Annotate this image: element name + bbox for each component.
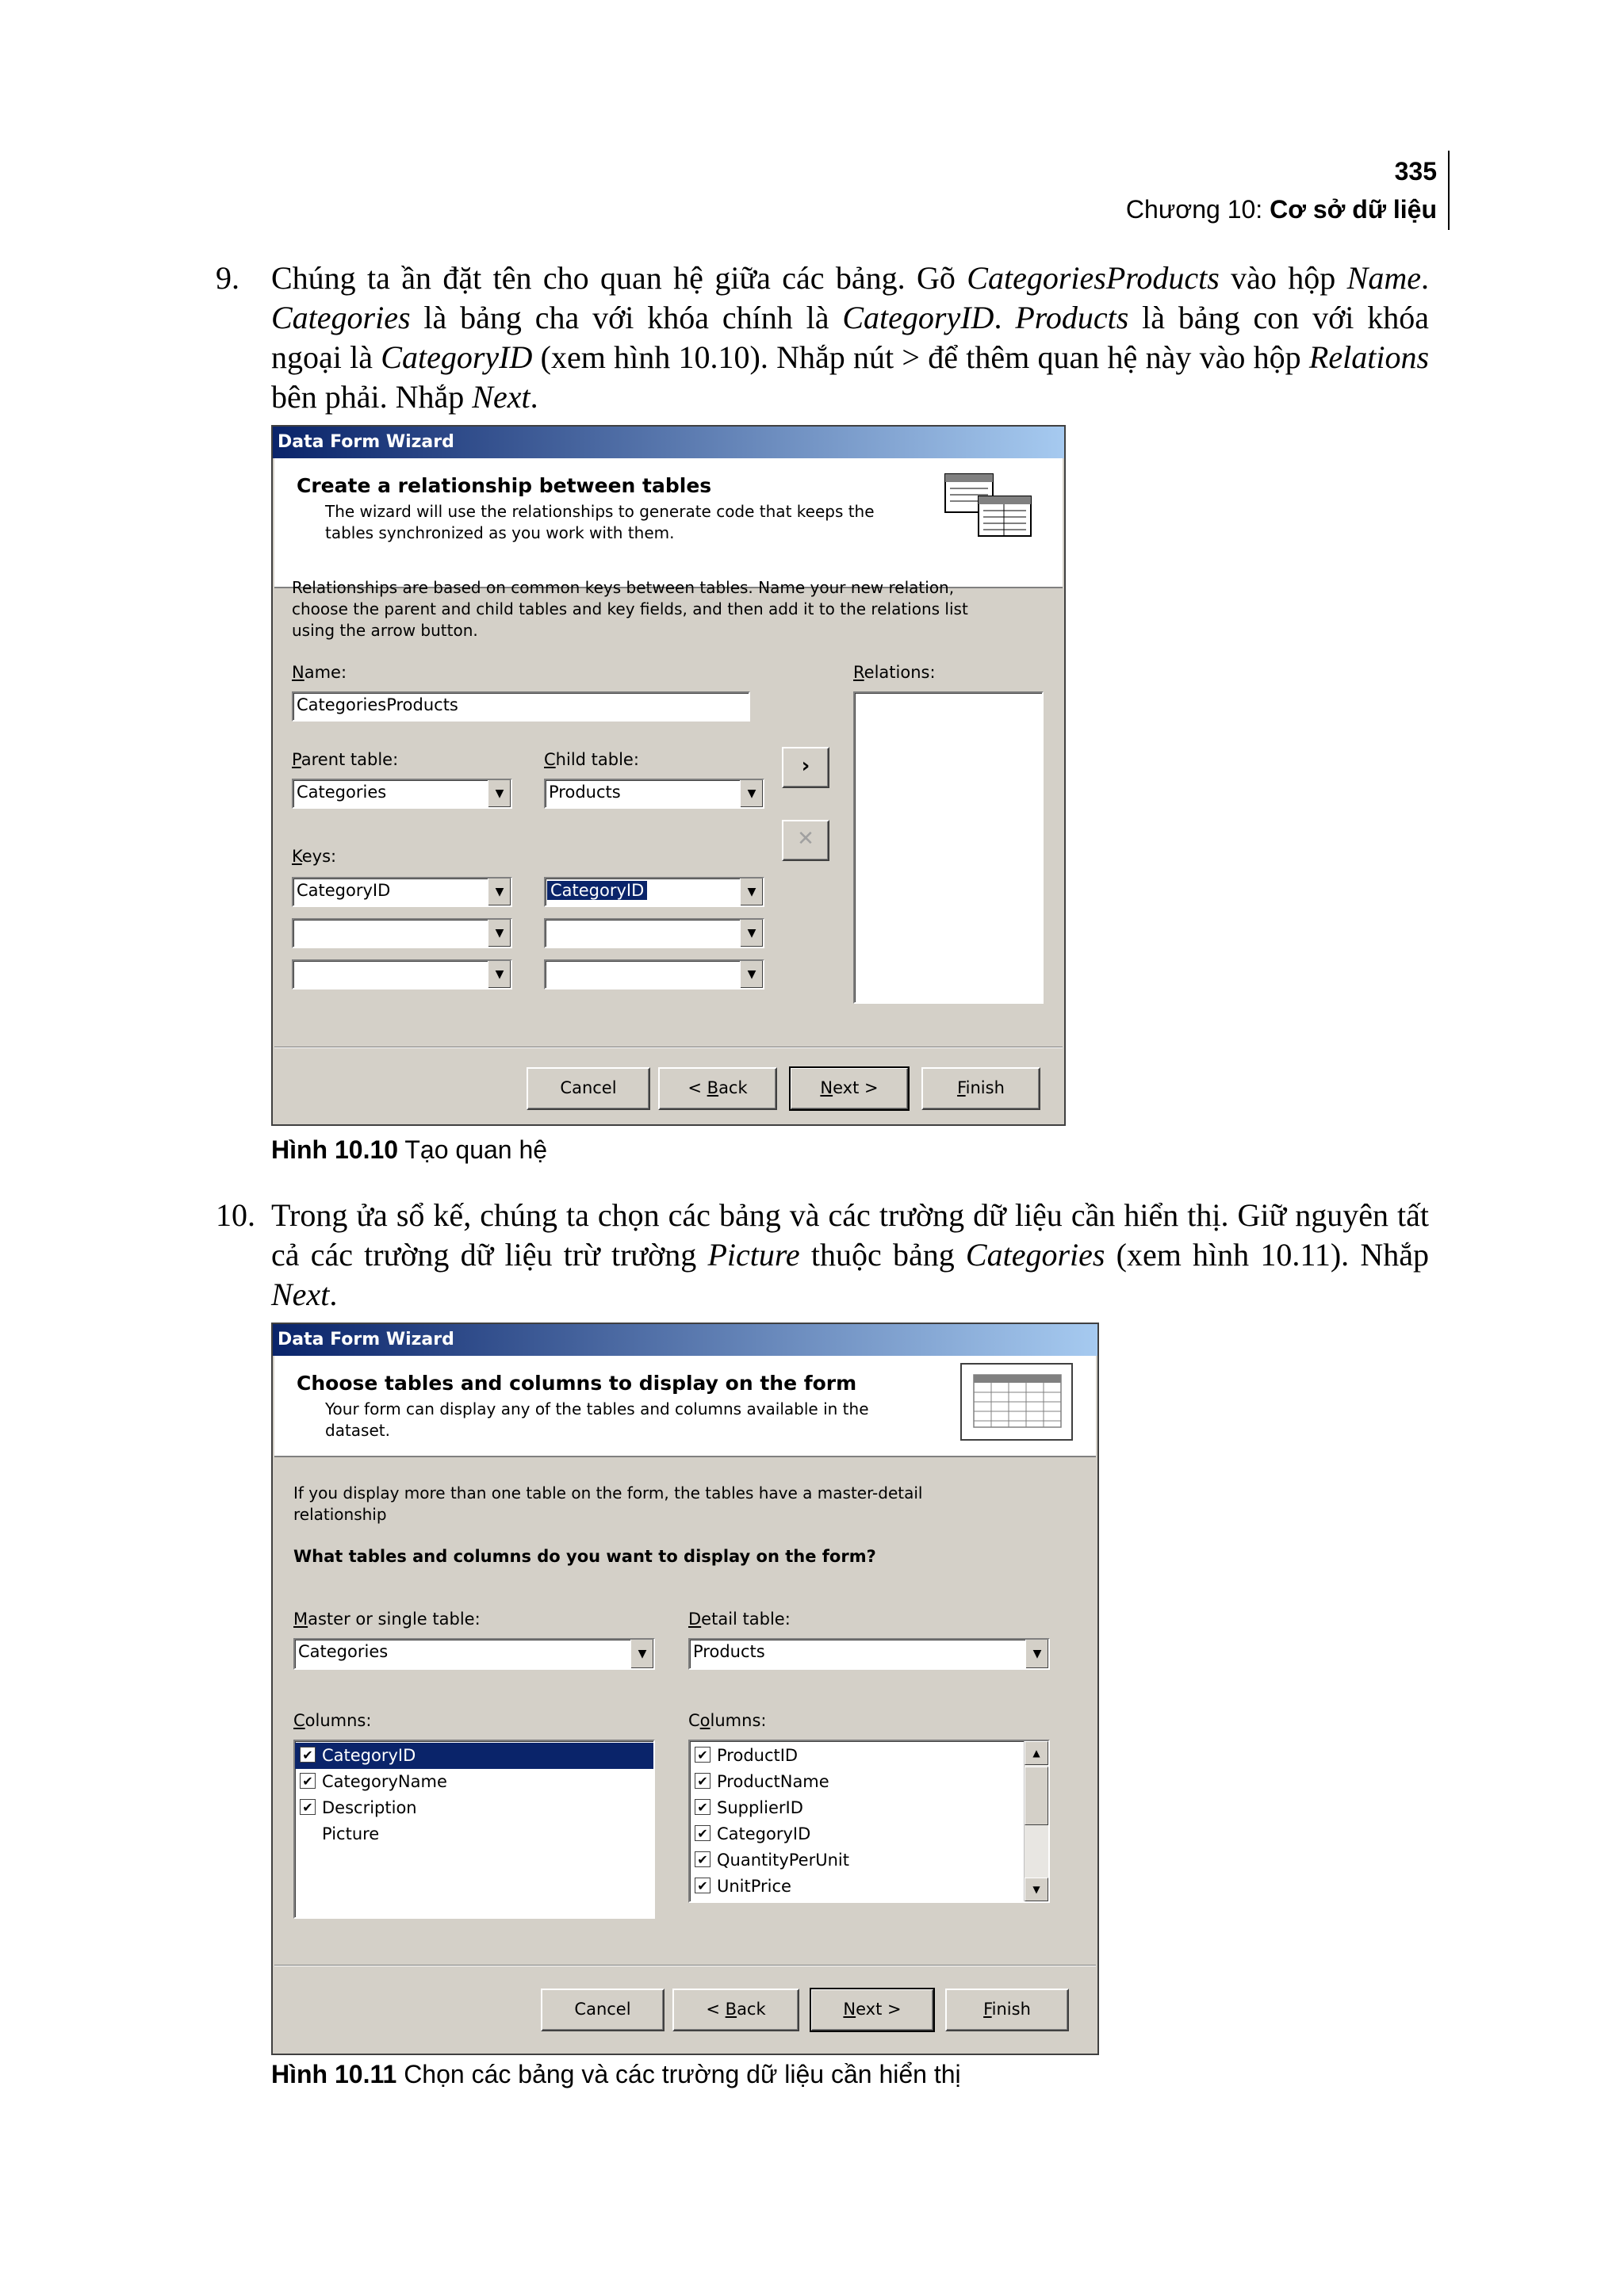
list-item[interactable] xyxy=(295,1795,653,1821)
chevron-down-icon[interactable]: ▼ xyxy=(488,780,511,807)
chapter-prefix: Chương 10: xyxy=(1125,195,1263,224)
column-name: Picture xyxy=(322,1824,380,1843)
question-text: What tables and columns do you want to display on the form? xyxy=(293,1547,876,1566)
list-item[interactable] xyxy=(690,1874,1048,1900)
list-item[interactable] xyxy=(295,1743,653,1769)
text: Chúng ta ần đặt tên cho quan hệ giữa các bảng. Gõ xyxy=(271,260,967,296)
chevron-down-icon[interactable]: ▼ xyxy=(488,879,511,905)
name-label: Name: xyxy=(292,663,347,682)
list-item[interactable] xyxy=(295,1769,653,1795)
column-name: CategoryName xyxy=(322,1772,447,1791)
cancel-button[interactable]: Cancel xyxy=(541,1989,665,2031)
name-input[interactable]: CategoriesProducts xyxy=(292,691,750,722)
list-item[interactable] xyxy=(690,1821,1048,1847)
master-table-label: Master or single table: xyxy=(293,1610,481,1629)
wizard-dialog-choose-tables xyxy=(271,1323,1099,2055)
chapter-header xyxy=(1126,195,1437,224)
text: . xyxy=(530,379,538,415)
text: vào hộp xyxy=(1219,260,1347,296)
dialog-header-panel xyxy=(274,1356,1096,1457)
caption-label: Hình 10.10 xyxy=(271,1135,399,1164)
paragraph-step-9 xyxy=(216,258,1430,417)
emphasis: CategoryID xyxy=(381,339,533,375)
checkbox-checked-icon[interactable]: ✔ xyxy=(695,1878,710,1893)
column-name: ProductName xyxy=(717,1772,829,1791)
scroll-down-icon[interactable]: ▼ xyxy=(1025,1878,1048,1901)
child-key-select-2[interactable] xyxy=(544,918,764,948)
back-button[interactable]: < Back xyxy=(658,1067,777,1110)
parent-table-label: Parent table: xyxy=(292,750,399,769)
child-key-select-1[interactable] xyxy=(544,877,764,907)
child-table-value: Products xyxy=(549,783,621,802)
text: . xyxy=(994,300,1016,335)
relations-label: Relations: xyxy=(853,663,936,682)
dialog-header-panel xyxy=(274,458,1063,588)
master-table-value: Categories xyxy=(298,1642,389,1661)
tables-icon xyxy=(940,469,1036,544)
list-item[interactable] xyxy=(690,1795,1048,1821)
chevron-down-icon[interactable]: ▼ xyxy=(740,961,763,988)
chevron-down-icon[interactable]: ▼ xyxy=(740,879,763,905)
child-key-select-3[interactable] xyxy=(544,959,764,990)
dialog-heading: Choose tables and columns to display on the form xyxy=(297,1372,857,1395)
child-table-select[interactable] xyxy=(544,779,764,809)
emphasis: Categories xyxy=(965,1237,1105,1273)
text: là bảng con với khóa ngoại là xyxy=(271,300,1429,375)
child-key-value: CategoryID xyxy=(547,881,647,900)
checkbox-checked-icon[interactable]: ✔ xyxy=(695,1851,710,1867)
master-columns-label: Columns: xyxy=(293,1711,372,1730)
wizard-dialog-relationship xyxy=(271,425,1066,1126)
chevron-down-icon[interactable]: ▼ xyxy=(740,780,763,807)
header-rule xyxy=(1448,151,1450,230)
parent-table-select[interactable] xyxy=(292,779,512,809)
checkbox-checked-icon[interactable]: ✔ xyxy=(695,1747,710,1763)
text: (xem hình 10.11). Nhắp xyxy=(1105,1237,1430,1273)
finish-button[interactable]: Finish xyxy=(921,1067,1040,1110)
emphasis: Categories xyxy=(271,300,411,335)
parent-key-value: CategoryID xyxy=(297,881,391,900)
column-name: QuantityPerUnit xyxy=(717,1851,849,1870)
figure-caption-10-10 xyxy=(271,1135,547,1165)
cancel-button[interactable]: Cancel xyxy=(527,1067,650,1110)
parent-key-select-2[interactable] xyxy=(292,918,512,948)
list-item[interactable] xyxy=(295,1821,653,1847)
emphasis: CategoriesProducts xyxy=(967,260,1220,296)
column-name: SupplierID xyxy=(717,1798,803,1817)
checkbox-checked-icon[interactable]: ✔ xyxy=(300,1773,316,1789)
footer-divider xyxy=(274,1047,1063,1048)
next-button[interactable]: Next > xyxy=(810,1989,934,2031)
emphasis: Relations xyxy=(1308,339,1430,375)
checkbox-checked-icon[interactable]: ✔ xyxy=(695,1799,710,1815)
chapter-title: Cơ sở dữ liệu xyxy=(1270,195,1437,224)
list-item[interactable] xyxy=(690,1743,1048,1769)
emphasis: CategoryID xyxy=(842,300,994,335)
checkbox-checked-icon[interactable]: ✔ xyxy=(300,1799,316,1815)
detail-table-select[interactable] xyxy=(688,1638,1050,1670)
scroll-thumb[interactable] xyxy=(1025,1767,1048,1825)
checkbox-unchecked-icon[interactable] xyxy=(300,1825,316,1841)
checkbox-checked-icon[interactable]: ✔ xyxy=(695,1825,710,1841)
chevron-down-icon[interactable]: ▼ xyxy=(630,1640,653,1668)
column-name: CategoryID xyxy=(322,1746,416,1765)
list-item[interactable] xyxy=(690,1847,1048,1874)
detail-columns-label: Columns: xyxy=(688,1711,767,1730)
add-relation-button[interactable]: › xyxy=(782,747,829,788)
intro-text: If you display more than one table on the form, the tables have a master-detail relationship xyxy=(293,1483,923,1524)
column-name: UnitPrice xyxy=(717,1877,791,1896)
step-number: 9. xyxy=(216,260,239,296)
parent-key-select-1[interactable] xyxy=(292,877,512,907)
dialog-description: Your form can display any of the tables and columns available in the dataset. xyxy=(325,1399,869,1440)
column-name: CategoryID xyxy=(717,1824,811,1843)
text: (xem hình 10.10). Nhắp nút > để thêm quan hệ này vào hộp xyxy=(532,339,1309,375)
caption-label: Hình 10.11 xyxy=(271,2060,397,2088)
checkbox-checked-icon[interactable]: ✔ xyxy=(695,1773,710,1789)
text: . xyxy=(1421,260,1429,296)
text: Trong ửa sổ kế, chúng ta chọn các bảng và các trường dữ liệu cần hiển thị. Giữ nguyên tất cả các trường dữ liệu trừ trường xyxy=(271,1197,1429,1273)
detail-columns-listbox[interactable] xyxy=(688,1740,1050,1903)
text: thuộc bảng xyxy=(799,1237,966,1273)
remove-relation-button[interactable]: ✕ xyxy=(782,820,829,861)
figure-caption-10-11 xyxy=(271,2060,961,2089)
emphasis: Picture xyxy=(707,1237,800,1273)
chevron-down-icon[interactable]: ▼ xyxy=(488,961,511,988)
text: bên phải. Nhắp xyxy=(271,379,473,415)
paragraph-step-10 xyxy=(216,1196,1430,1315)
intro-text: Relationships are based on common keys between tables. Name your new relation, choose the parent and child tables and key fields, and then add it to the relations list using the arrow button. xyxy=(292,578,968,640)
emphasis: Next xyxy=(472,379,530,415)
column-name: Description xyxy=(322,1798,417,1817)
caption-text: Tạo quan hệ xyxy=(398,1135,548,1164)
child-table-label: Child table: xyxy=(544,750,639,769)
page-number: 335 xyxy=(1394,157,1437,186)
detail-table-label: Detail table: xyxy=(688,1610,791,1629)
text: . xyxy=(329,1277,338,1312)
chevron-down-icon[interactable]: ▼ xyxy=(488,920,511,947)
keys-label: Keys: xyxy=(292,847,337,866)
list-item[interactable] xyxy=(690,1769,1048,1795)
emphasis: Next xyxy=(271,1277,330,1312)
checkbox-checked-icon[interactable]: ✔ xyxy=(300,1747,316,1763)
detail-table-value: Products xyxy=(693,1642,765,1661)
grid-form-icon xyxy=(958,1361,1077,1446)
finish-button[interactable]: Finish xyxy=(945,1989,1069,2031)
text: là bảng cha với khóa chính là xyxy=(410,300,843,335)
chevron-down-icon[interactable]: ▼ xyxy=(740,920,763,947)
chevron-down-icon[interactable]: ▼ xyxy=(1025,1640,1048,1668)
emphasis: Name xyxy=(1346,260,1421,296)
column-name: ProductID xyxy=(717,1746,799,1765)
dialog-heading: Create a relationship between tables xyxy=(297,474,712,497)
caption-text: Chọn các bảng và các trường dữ liệu cần hiển thị xyxy=(396,2060,961,2088)
emphasis: Products xyxy=(1015,300,1129,335)
next-button[interactable]: Next > xyxy=(790,1067,909,1110)
dialog-title-bar[interactable]: Data Form Wizard xyxy=(273,1324,1097,1356)
relations-listbox[interactable] xyxy=(853,691,1044,1004)
scroll-up-icon[interactable]: ▲ xyxy=(1025,1741,1048,1765)
vertical-scrollbar[interactable] xyxy=(1024,1741,1048,1901)
dialog-description: The wizard will use the relationships to generate code that keeps the tables synchronized as you work with them. xyxy=(325,502,875,542)
footer-divider xyxy=(274,1965,1096,1966)
dialog-title-bar[interactable]: Data Form Wizard xyxy=(273,427,1064,458)
back-button[interactable]: < Back xyxy=(672,1989,799,2031)
master-table-select[interactable] xyxy=(293,1638,655,1670)
parent-key-select-3[interactable] xyxy=(292,959,512,990)
parent-table-value: Categories xyxy=(297,783,387,802)
step-number: 10. xyxy=(216,1197,255,1233)
master-columns-listbox[interactable] xyxy=(293,1740,655,1919)
